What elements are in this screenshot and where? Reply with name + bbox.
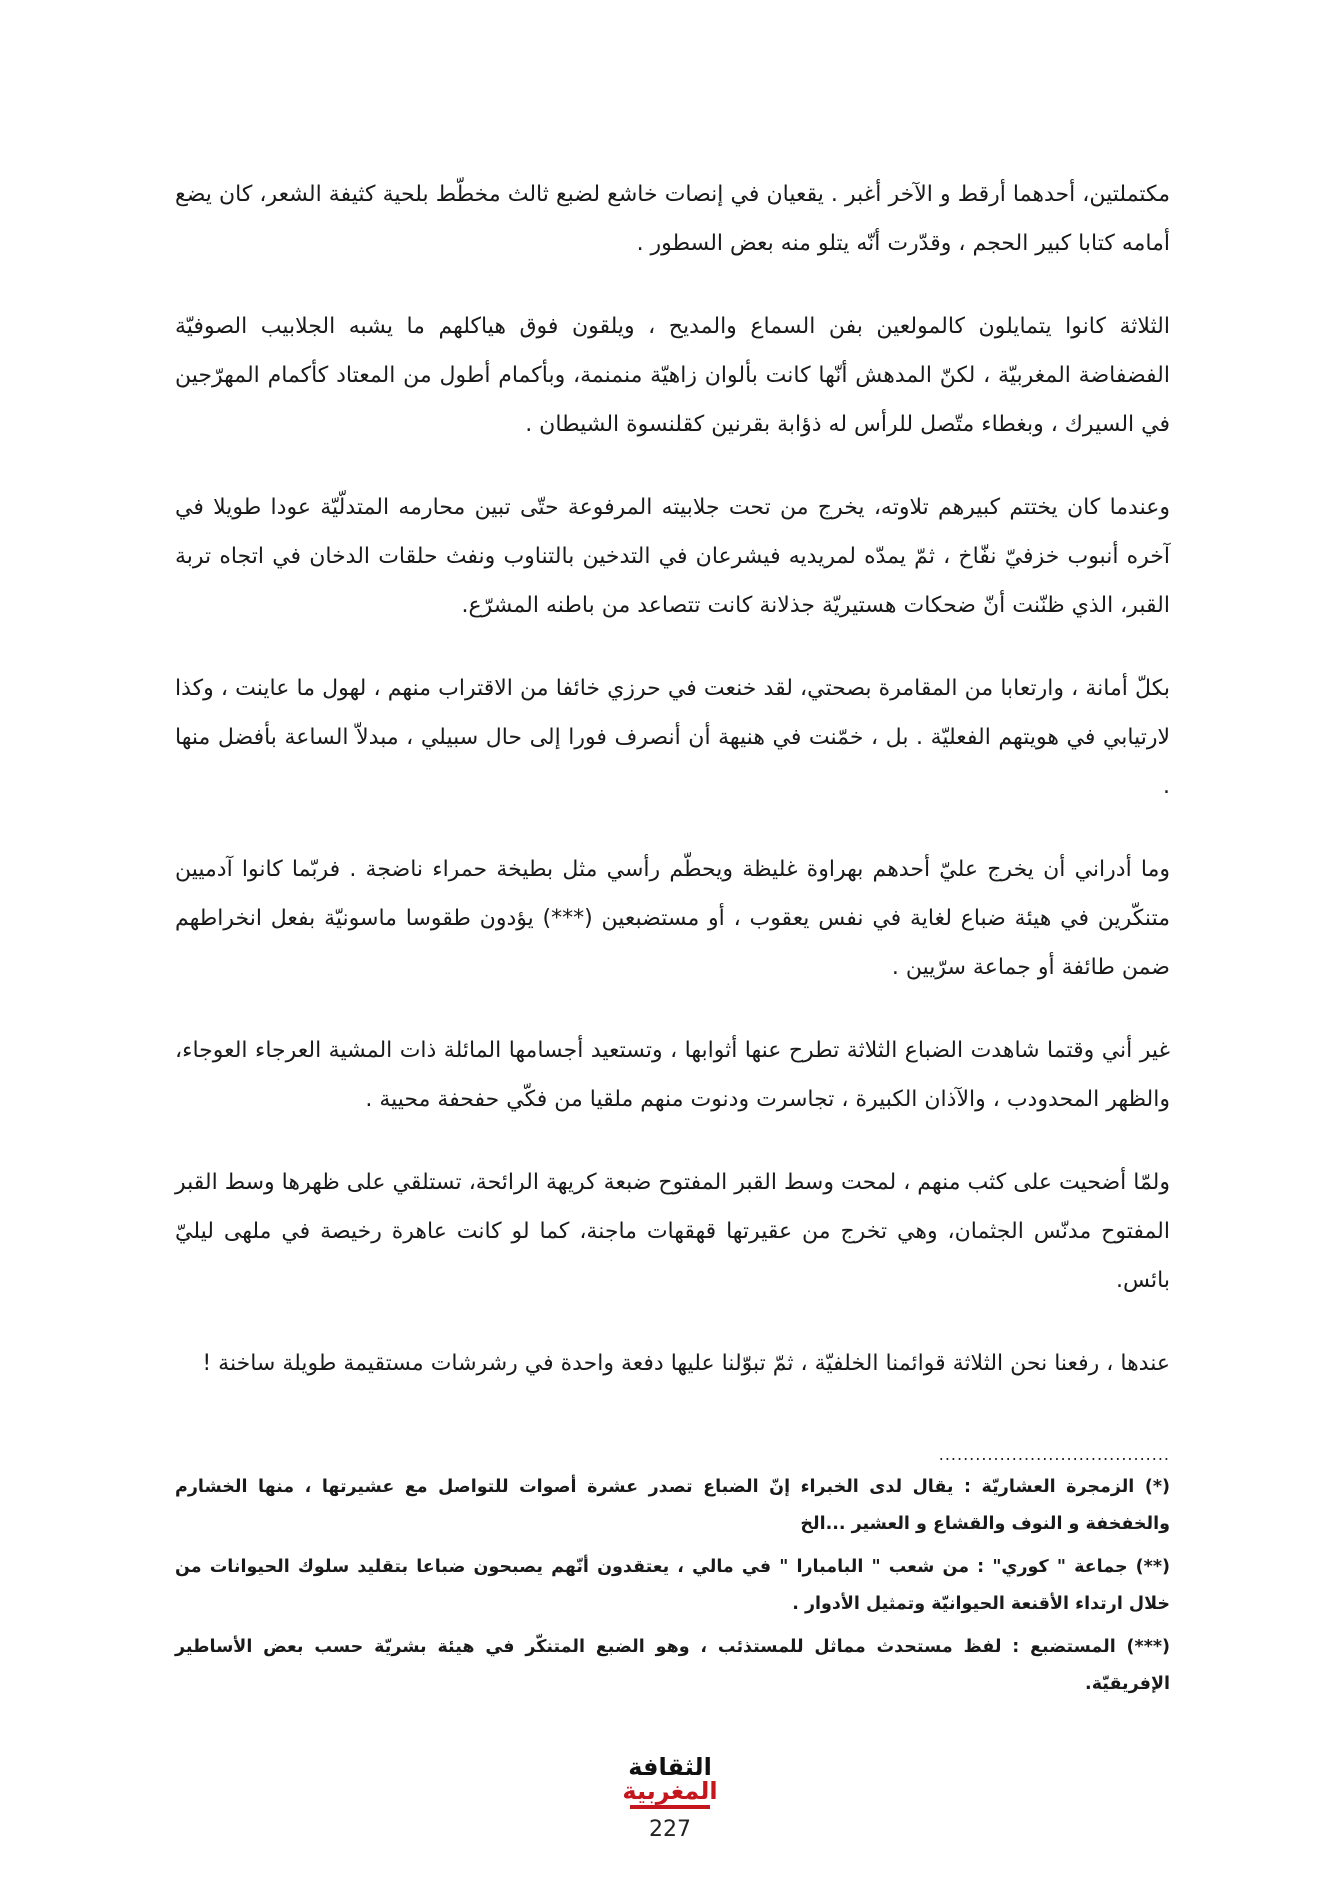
footnotes xyxy=(175,1445,1170,1709)
paragraph: مكتملتين، أحدهما أرقط و الآخر أغبر . يقعيان في إنصات خاشع لضبع ثالث مخطّط بلحية كثيفة الشعر، كان يضع أمامه كتابا كبير الحجم ، وقدّرت أنّه يتلو منه بعض السطور . xyxy=(175,182,1170,256)
paragraph: وعندما كان يختتم كبيرهم تلاوته، يخرج من تحت جلابيته المرفوعة حتّى تبين محارمه المتدلّيّة عودا طويلا في آخره أنبوب خزفيّ نفّاخ ، ثمّ يمدّه لمريديه فيشرعان في التدخين بالتناوب ونفث حلقات الدخان في اتجاه تربة القبر، الذي ظنّنت أنّ ضحكات هستيريّة جذلانة كانت تتصاعد من باطنه المشرّع. xyxy=(175,495,1170,618)
magazine-logo xyxy=(620,1755,720,1813)
logo-line-2: المغربية xyxy=(622,1777,718,1805)
footnote-separator: ...................................... xyxy=(938,1445,1170,1464)
paragraph: بكلّ أمانة ، وارتعابا من المقامرة بصحتي، لقد خنعت في حرزي خائفا من الاقتراب منهم ، لهول ما عاينت ، وكذا لارتيابي في هويتهم الفعليّة . بل ، خمّنت في هنيهة أن أنصرف فورا إلى حال سبيلي ، مبدلاّ الساعة بأفضل منها . xyxy=(175,676,1170,799)
footnote: (***) المستضبع : لفظ مستحدث مماثل للمستذئب ، وهو الضبع المتنكّر في هيئة بشريّة حسب بعض الأساطير الإفريقيّة. xyxy=(175,1637,1170,1694)
paragraph: عندها ، رفعنا نحن الثلاثة قوائمنا الخلفيّة ، ثمّ تبوّلنا عليها دفعة واحدة في رشرشات مستقيمة طويلة ساخنة ! xyxy=(202,1351,1170,1376)
footnote: (*) الزمجرة العشاريّة : يقال لدى الخبراء إنّ الضباع تصدر عشرة أصوات للتواصل مع عشيرتها ، منها الخشارم والخفخفة و النوف والقشاع و العشير ...الخ xyxy=(175,1477,1170,1534)
paragraph: الثلاثة كانوا يتمايلون كالمولعين بفن السماع والمديح ، ويلقون فوق هياكلهم ما يشبه الجلابيب الصوفيّة الفضفاضة المغربيّة ، لكنّ المدهش أنّها كانت بألوان زاهيّة منمنمة، وبأكمام أطول من المعتاد كأكمام المهرّجين في السيرك ، وبغطاء متّصل للرأس له ذؤابة بقرنين كقلنسوة الشيطان . xyxy=(175,314,1170,437)
page-number: 227 xyxy=(649,1817,691,1842)
paragraph: ولمّا أضحيت على كثب منهم ، لمحت وسط القبر المفتوح ضبعة كريهة الرائحة، تستلقي على ظهرها وسط القبر المفتوح مدنّس الجثمان، وهي تخرج من عقيرتها قهقهات ماجنة، كما لو كانت عاهرة رخيصة في ملهى ليليّ بائس. xyxy=(175,1170,1170,1293)
logo-line-1: الثقافة xyxy=(628,1753,712,1781)
logo-rule xyxy=(630,1805,710,1809)
paragraph: غير أني وقتما شاهدت الضباع الثلاثة تطرح عنها أثوابها ، وتستعيد أجسامها المائلة ذات المشية العرجاء العوجاء، والظهر المحدودب ، والآذان الكبيرة ، تجاسرت ودنوت منهم ملقيا من فكّي حفحفة محيية . xyxy=(175,1038,1170,1112)
footnote: (**) جماعة " كوري" : من شعب " البامبارا " في مالي ، يعتقدون أنّهم يصبحون ضباعا بتقليد سلوك الحيوانات من خلال ارتداء الأقنعة الحيوانيّة وتمثيل الأدوار . xyxy=(175,1557,1170,1614)
main-text xyxy=(175,170,1170,1422)
paragraph: وما أدراني أن يخرج عليّ أحدهم بهراوة غليظة ويحطّم رأسي مثل بطيخة حمراء ناضجة . فربّما كانوا آدميين متنكّرين في هيئة ضباع لغاية في نفس يعقوب ، أو مستضبعين (***) يؤدون طقوسا ماسونيّة بفعل انخراطهم ضمن طائفة أو جماعة سرّيين . xyxy=(175,857,1170,980)
